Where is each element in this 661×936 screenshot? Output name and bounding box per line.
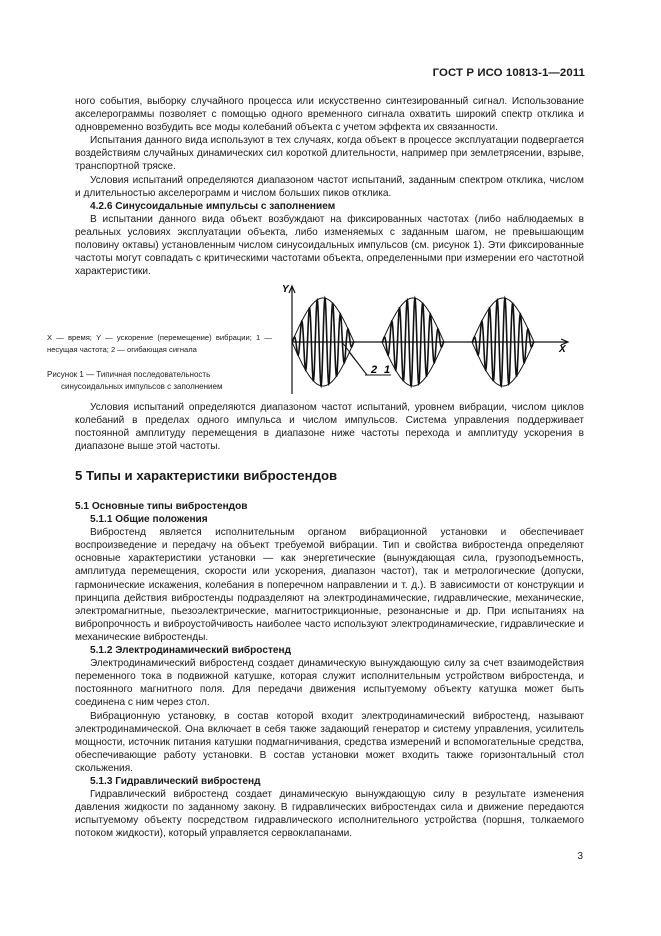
sine-burst-plot <box>281 282 585 396</box>
paragraph: В испытании данного вида объект возбуждают на фиксированных частотах (либо наблюдаемых в реальных условиях эксплуатации объекта, либо изменяемых с заданным шагом, не превышающим половину октавы) установленным числом синусоидальных импульсов (см. рисунок 1). Эти фиксированные частоты могут совпадать с критическими частотами объекта, определенными при измерении его частотной характеристики. <box>75 213 584 278</box>
paragraph: Испытания данного вида используют в тех случаях, когда объект в процессе эксплуатации подвергается воздействиям случайных динамических сил короткой длительности, например при землетрясении, взрыве, транспортной тряске. <box>75 135 584 173</box>
paragraph: Гидравлический вибростенд создает динамическую вынуждающую силу в результате изменения давления жидкости по заданному закону. В гидравлических вибростендах сила и движение передаются испытуемому объекту посредством гидравлического исполнительного устройства (поршня, толкаемого потоком жидкости), который управляется сервоклапанами. <box>75 789 584 840</box>
figure-caption-line: Рисунок 1 — Типичная последовательность <box>47 370 211 379</box>
paragraph: Вибростенд является исполнительным органом вибрационной установки и обеспечивает воспроизведение и передачу на объект требуемой вибрации. Тип и свойства вибростенда определяют основные характеристики установки — как энергетические (вынуждающая сила, грузоподъемность, амплитуда перемещения, скорости или ускорения, диапазон частот), так и метрологические (допуски, гармонические искажения, колебания в поперечном направлении и т. д.). В зависимости от конструкции и принципа действия вибростенды подразделяют на электродинамические, гидравлические, механические, электромагнитные, пьезоэлектрические, магнитострикционные, резонансные и др. При испытаниях на вибропрочность и виброустойчивость наиболее часто используют электродинамические, гидравлические и механические вибростенды. <box>75 527 584 643</box>
figure-legend: X — время; Y — ускорение (перемещение) вибрации; 1 — несущая частота; 2 — огибающая сигнала <box>47 333 272 354</box>
figure-caption-line: синусоидальных импульсов с заполнением <box>61 381 223 391</box>
subsection-heading-5-1-2: 5.1.2 Электродинамический вибростенд <box>90 645 292 657</box>
marker-1: 1 <box>384 364 391 376</box>
subsection-heading-5-1: 5.1 Основные типы вибростендов <box>75 501 248 512</box>
document-header: ГОСТ Р ИСО 10813-1—2011 <box>432 67 585 79</box>
top-text-block <box>75 95 584 278</box>
x-axis-label: X <box>559 344 566 355</box>
figure-1 <box>47 282 585 396</box>
section-5-title: 5 Типы и характеристики вибростендов <box>75 468 338 483</box>
paragraph: Вибрационную установку, в состав которой входит электродинамический вибростенд, называют электродинамической. Она включает в себя также задающий генератор и систему управления, усилитель мощности, источник питания катушки подмагничивания, средства измерений и вспомогательные средства, обеспечивающие работу установки. В состав установки может входить также горизонтальный стол скольжения. <box>75 710 584 774</box>
subsection-heading-4-2-6: 4.2.6 Синусоидальные импульсы с заполнением <box>90 200 336 212</box>
paragraph: Электродинамический вибростенд создает динамическую вынуждающую силу за счет взаимодействия переменного тока в подвижной катушке, которая служит исполнительным устройством вибростенда, и постоянного магнитного поля. Для передачи движения испытуемому объекту катушка может быть соединена с ним через стол. <box>75 658 584 709</box>
paragraph: Условия испытаний определяются диапазоном частот испытаний, уровнем вибрации, числом циклов колебаний в пределах одного импульса и числом импульсов. Система управления поддерживает постоянной амплитуду перемещения в диапазоне ниже частоты перехода и амплитуду ускорения в диапазоне выше этой частоты. <box>75 402 584 453</box>
figure-caption <box>47 369 272 392</box>
y-axis-label: Y <box>282 284 289 295</box>
marker-2: 2 <box>371 364 378 376</box>
after-figure-text <box>75 401 584 453</box>
subsection-heading-5-1-1: 5.1.1 Общие положения <box>90 514 208 526</box>
page-number: 3 <box>577 851 583 862</box>
paragraph-continuation: ного события, выборку случайного процесса или искусственно синтезированный сигнал. Использование акселерограммы позволяет с помощью одного временного сигнала охватить широкий спектр отклика и одновременно возбудить все моды колебаний объекта с учетом эффекта их связанности. <box>75 96 584 134</box>
section-5-text <box>75 500 584 840</box>
subsection-heading-5-1-3: 5.1.3 Гидравлический вибростенд <box>90 775 261 787</box>
paragraph: Условия испытаний определяются диапазоном частот испытаний, заданным спектром отклика, числом и длительностью акселерограмм и числом больших пиков отклика. <box>75 174 584 199</box>
